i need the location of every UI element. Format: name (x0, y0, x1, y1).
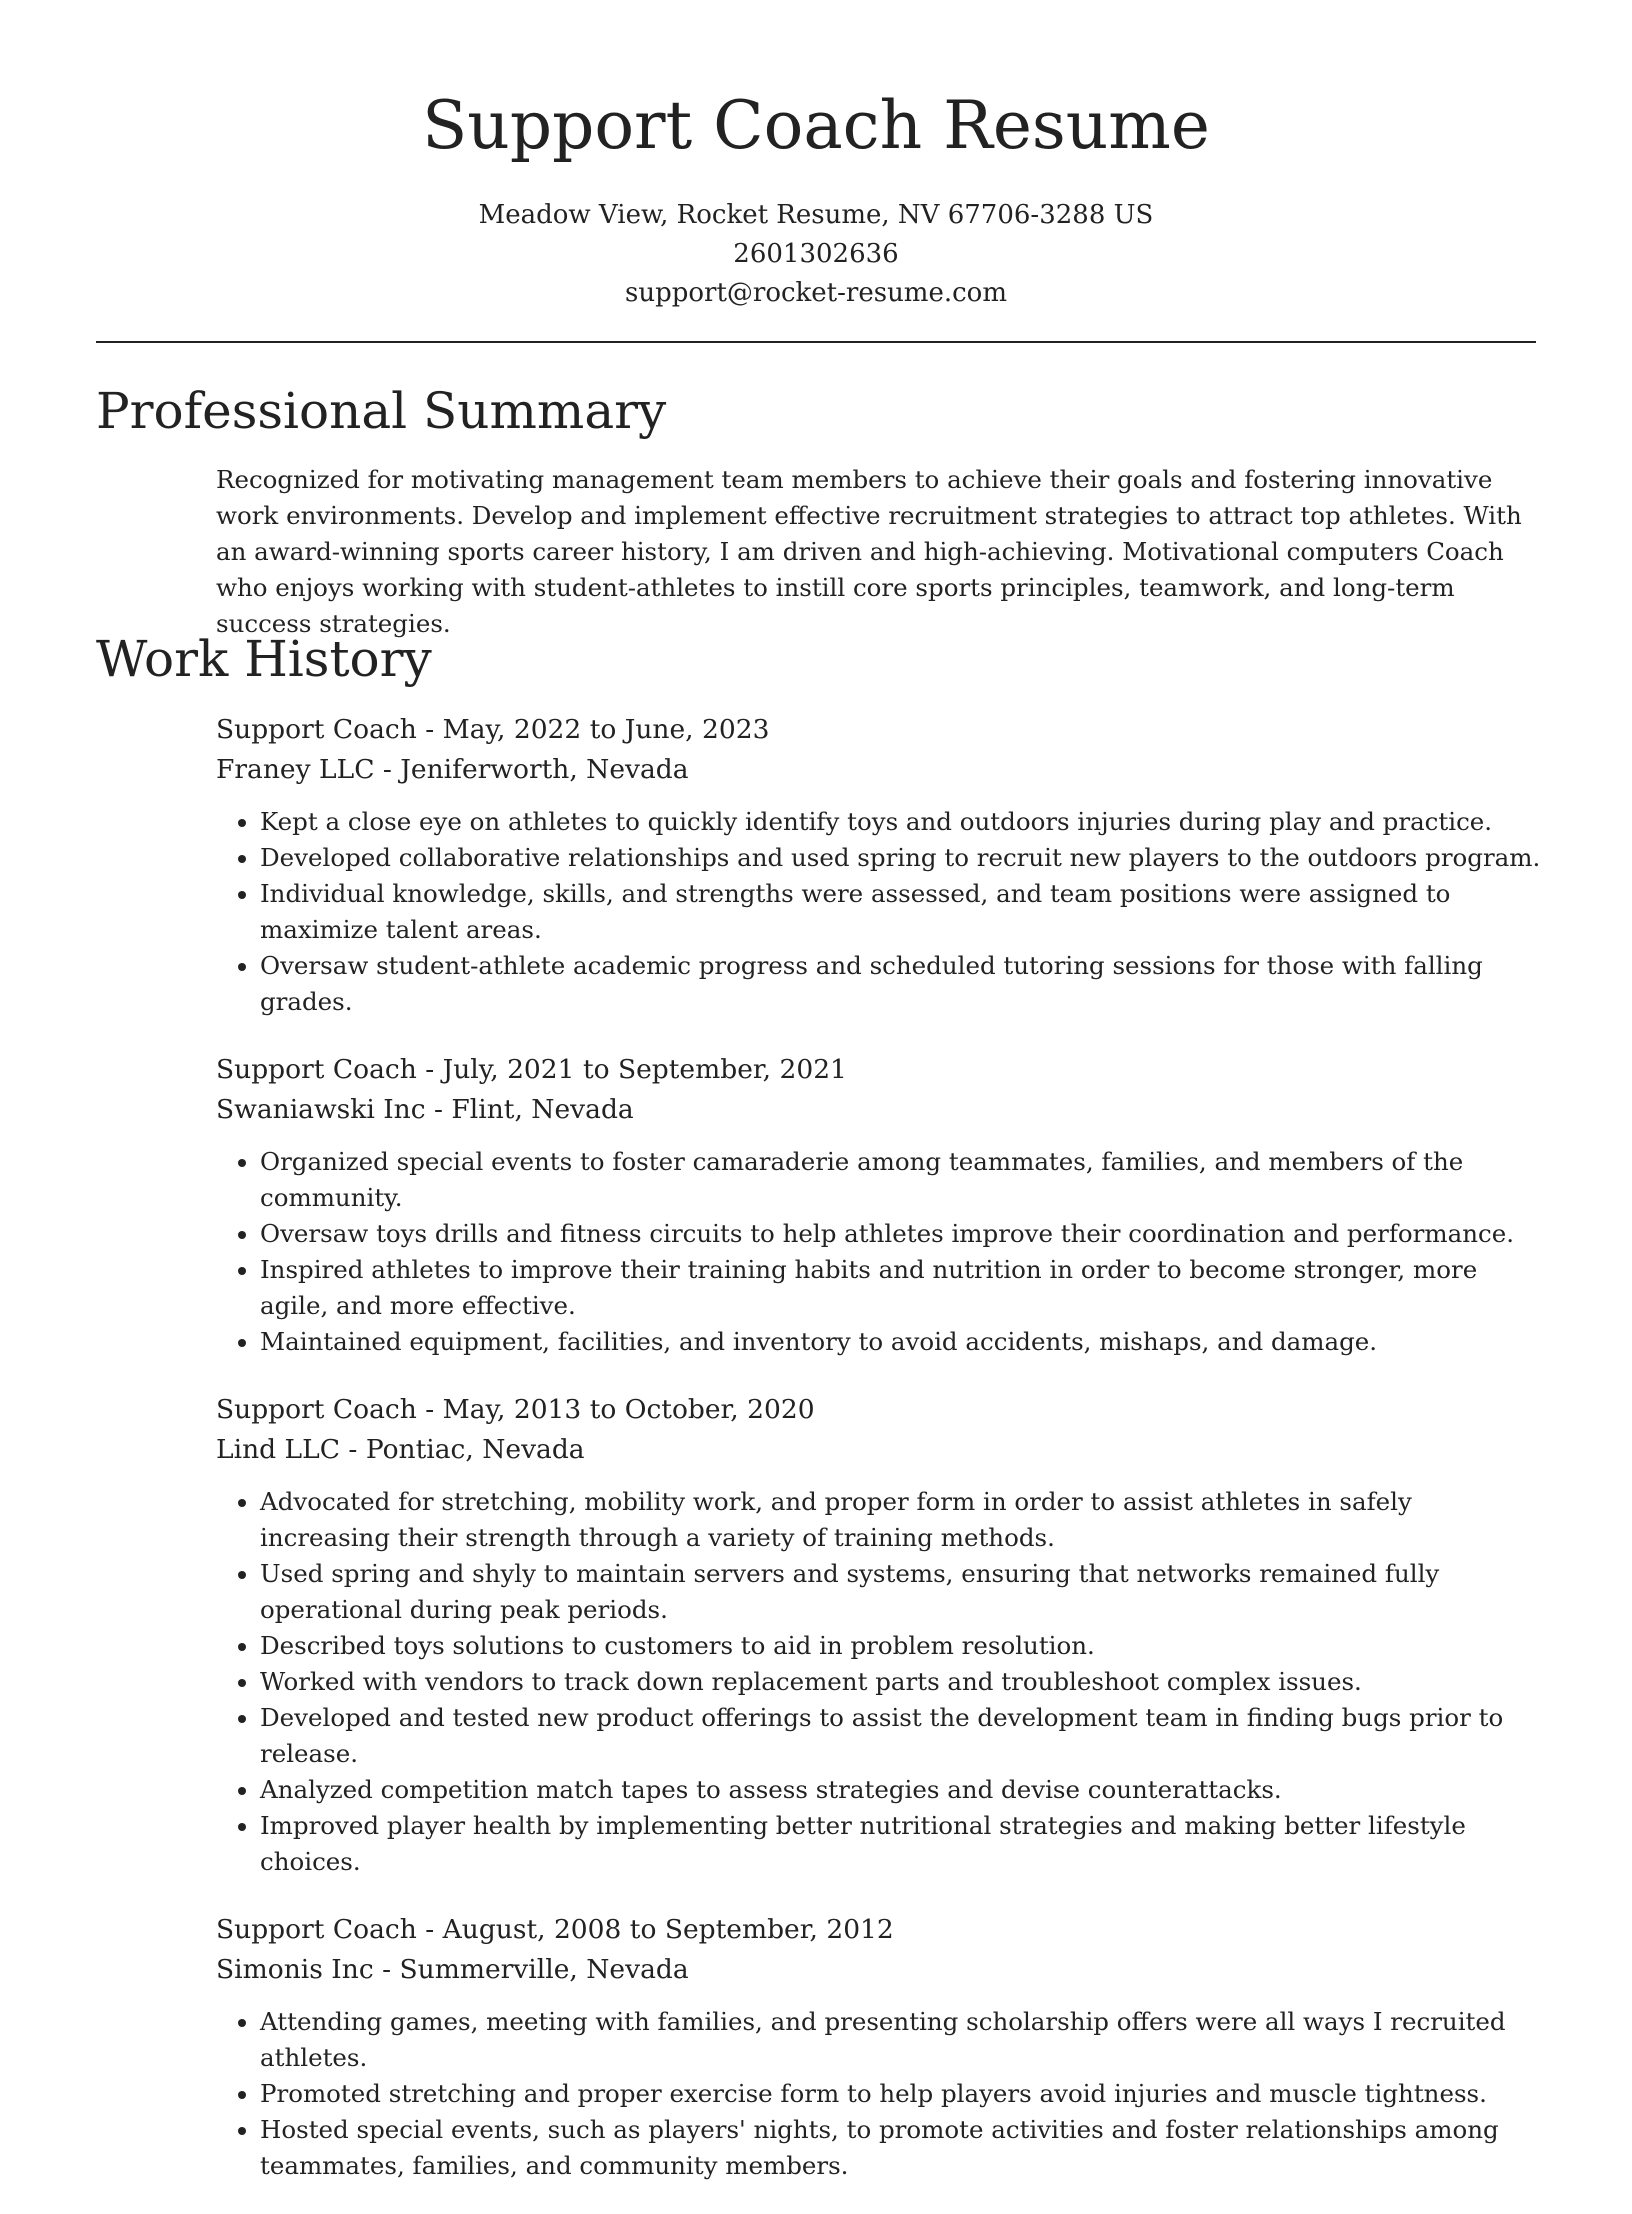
resume-header (0, 0, 1632, 313)
header-divider (96, 341, 1536, 343)
job-bullet: • Promoted stretching and proper exercise form to help players avoid injuries and muscle tightness. (260, 2076, 1548, 2112)
job-company-line: Franey LLC - Jeniferworth, Nevada (216, 754, 689, 785)
job-dates: July, 2021 to September, 2021 (442, 1054, 847, 1085)
job-bullet: • Worked with vendors to track down replacement parts and troubleshoot complex issues. (260, 1664, 1548, 1700)
job-role: Support Coach (216, 1914, 417, 1945)
job-bullet: • Hosted special events, such as players' nights, to promote activities and foster relationships among teammates, families, and community members. (260, 2112, 1548, 2184)
job-bullets (216, 1484, 1548, 1880)
contact-block (0, 196, 1632, 313)
job-role-line: Support Coach - May, 2013 to October, 2020 (216, 1394, 815, 1425)
job-bullet: • Advocated for stretching, mobility work, and proper form in order to assist athletes in safely increasing their strength through a variety of training methods. (260, 1484, 1548, 1556)
job-bullet: • Maintained equipment, facilities, and inventory to avoid accidents, mishaps, and damage. (260, 1324, 1548, 1360)
job-location: Summerville, Nevada (399, 1954, 689, 1985)
job-location: Flint, Nevada (451, 1094, 634, 1125)
job-bullet: • Individual knowledge, skills, and strengths were assessed, and team positions were assigned to maximize talent areas. (260, 876, 1548, 948)
job-location: Pontiac, Nevada (365, 1434, 585, 1465)
job-bullets (216, 1144, 1548, 1360)
job-bullet: • Inspired athletes to improve their training habits and nutrition in order to become stronger, more agile, and more effective. (260, 1252, 1548, 1324)
job-bullet: • Oversaw toys drills and fitness circuits to help athletes improve their coordination and performance. (260, 1216, 1548, 1252)
job-entry (216, 1910, 1548, 2184)
contact-email: support@rocket-resume.com (624, 278, 1007, 308)
job-entry (216, 710, 1548, 1020)
job-bullet: • Kept a close eye on athletes to quickly identify toys and outdoors injuries during play and practice. (260, 804, 1548, 840)
job-role-line: Support Coach - July, 2021 to September, 2021 (216, 1054, 847, 1085)
job-company: Swaniawski Inc (216, 1094, 426, 1125)
job-bullet: • Attending games, meeting with families, and presenting scholarship offers were all ways I recruited athletes. (260, 2004, 1548, 2076)
job-bullet: • Organized special events to foster camaraderie among teammates, families, and members of the community. (260, 1144, 1548, 1216)
resume-title: Support Coach Resume (422, 87, 1210, 164)
job-company-line: Swaniawski Inc - Flint, Nevada (216, 1094, 634, 1125)
work-history-heading: Work History (96, 630, 432, 688)
job-role-line: Support Coach - August, 2008 to September, 2012 (216, 1914, 894, 1945)
job-bullet: • Improved player health by implementing better nutritional strategies and making better lifestyle choices. (260, 1808, 1548, 1880)
job-dates: May, 2013 to October, 2020 (442, 1394, 815, 1425)
job-entry (216, 1050, 1548, 1360)
job-bullet: • Used spring and shyly to maintain servers and systems, ensuring that networks remained fully operational during peak periods. (260, 1556, 1548, 1628)
job-bullet: • Oversaw student-athlete academic progress and scheduled tutoring sessions for those with falling grades. (260, 948, 1548, 1020)
job-role: Support Coach (216, 1054, 417, 1085)
job-entry (216, 1390, 1548, 1880)
job-role: Support Coach (216, 714, 417, 745)
job-company: Lind LLC (216, 1434, 340, 1465)
job-bullet: • Developed and tested new product offerings to assist the development team in finding bugs prior to release. (260, 1700, 1548, 1772)
job-company-line: Lind LLC - Pontiac, Nevada (216, 1434, 585, 1465)
job-company: Simonis Inc (216, 1954, 374, 1985)
job-dates: August, 2008 to September, 2012 (442, 1914, 894, 1945)
summary-heading: Professional Summary (96, 382, 667, 440)
job-bullet: • Analyzed competition match tapes to assess strategies and devise counterattacks. (260, 1772, 1548, 1808)
job-bullets (216, 2004, 1548, 2184)
job-role-line: Support Coach - May, 2022 to June, 2023 (216, 714, 770, 745)
contact-phone: 2601302636 (733, 239, 899, 269)
job-company-line: Simonis Inc - Summerville, Nevada (216, 1954, 689, 1985)
work-history-list (216, 710, 1548, 2214)
job-role: Support Coach (216, 1394, 417, 1425)
job-bullet: • Described toys solutions to customers to aid in problem resolution. (260, 1628, 1548, 1664)
summary-text: Recognized for motivating management team members to achieve their goals and fostering innovative work environments. Develop and implement effective recruitment strategies to attract top athletes. With an award-winning sports career history, I am driven and high-achieving. Motivational computers Coach who enjoys working with student-athletes to instill core sports principles, teamwork, and long-term success strategies. (216, 465, 1522, 638)
job-company: Franey LLC (216, 754, 375, 785)
job-dates: May, 2022 to June, 2023 (442, 714, 770, 745)
job-bullets (216, 804, 1548, 1020)
contact-address: Meadow View, Rocket Resume, NV 67706-3288 US (478, 200, 1154, 230)
job-bullet: • Developed collaborative relationships and used spring to recruit new players to the outdoors program. (260, 840, 1548, 876)
job-location: Jeniferworth, Nevada (400, 754, 689, 785)
